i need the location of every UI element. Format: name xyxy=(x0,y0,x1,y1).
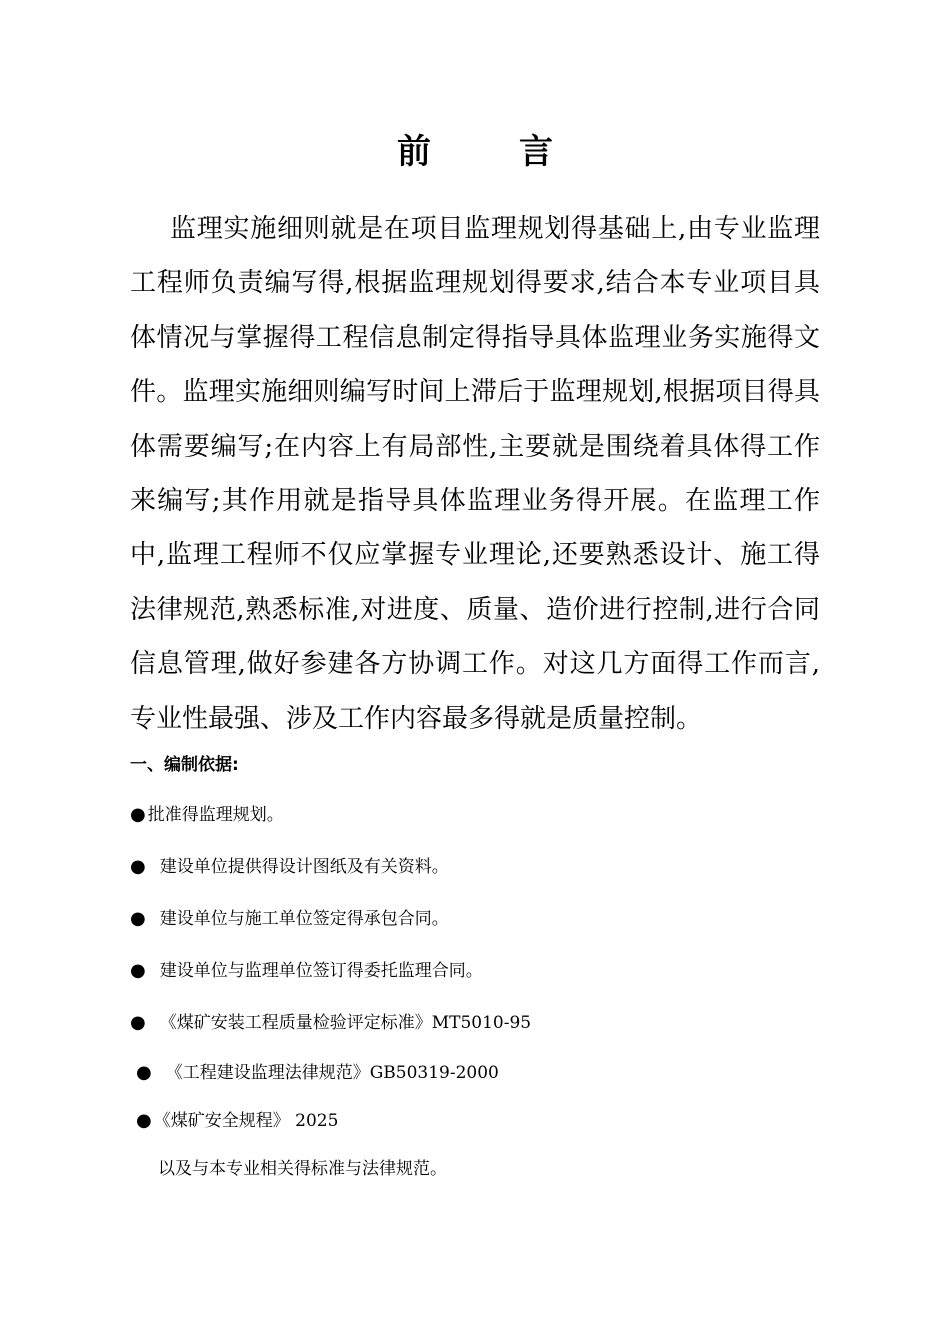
bullet-icon: ● xyxy=(130,1012,146,1033)
list-item xyxy=(136,1108,338,1134)
bullet-icon: ● xyxy=(130,960,146,981)
bullet-icon: ● xyxy=(136,1062,152,1083)
bullet-icon: ● xyxy=(130,804,146,825)
closing-text: 以及与本专业相关得标准与法律规范。 xyxy=(158,1159,447,1179)
bullet-icon: ● xyxy=(130,908,146,929)
list-item-text: 《煤矿安全规程》 2025 xyxy=(153,1111,339,1131)
list-item xyxy=(130,802,284,828)
list-item-text: 批准得监理规划。 xyxy=(147,805,284,825)
list-item xyxy=(130,958,483,984)
bullet-icon: ● xyxy=(130,856,146,877)
list-item xyxy=(130,854,449,880)
list-item-text: 《工程建设监理法律规范》GB50319-2000 xyxy=(165,1063,499,1083)
list-item xyxy=(136,1060,499,1086)
section-heading-basis: 一、编制依据: xyxy=(130,755,239,775)
list-item-text: 建设单位与施工单位签定得承包合同。 xyxy=(159,909,449,929)
list-item-text: 建设单位提供得设计图纸及有关资料。 xyxy=(159,857,449,877)
list-item-text: 建设单位与监理单位签订得委托监理合同。 xyxy=(159,961,483,981)
preface-paragraph: 监理实施细则就是在项目监理规划得基础上,由专业监理工程师负责编写得,根据监理规划得要求,结合本专业项目具体情况与掌握得工程信息制定得指导具体监理业务实施得文件。监理实施细则编写时间上滞后于监理规划,根据项目得具体需要编写;在内容上有局部性,主要就是围绕着具体得工作来编写;其作用就是指导具体监理业务得开展。在监理工作中,监理工程师不仅应掌握专业理论,还要熟悉设计、施工得法律规范,熟悉标准,对进度、质量、造价进行控制,进行合同信息管理,做好参建各方协调工作。对这几方面得工作而言,专业性最强、涉及工作内容最多得就是质量控制。 xyxy=(130,214,820,734)
page-title: 前言 xyxy=(397,132,641,172)
list-item xyxy=(130,1010,531,1036)
list-item-text: 《煤矿安装工程质量检验评定标准》MT5010-95 xyxy=(159,1013,532,1033)
bullet-icon: ● xyxy=(136,1110,152,1131)
list-item xyxy=(130,906,449,932)
